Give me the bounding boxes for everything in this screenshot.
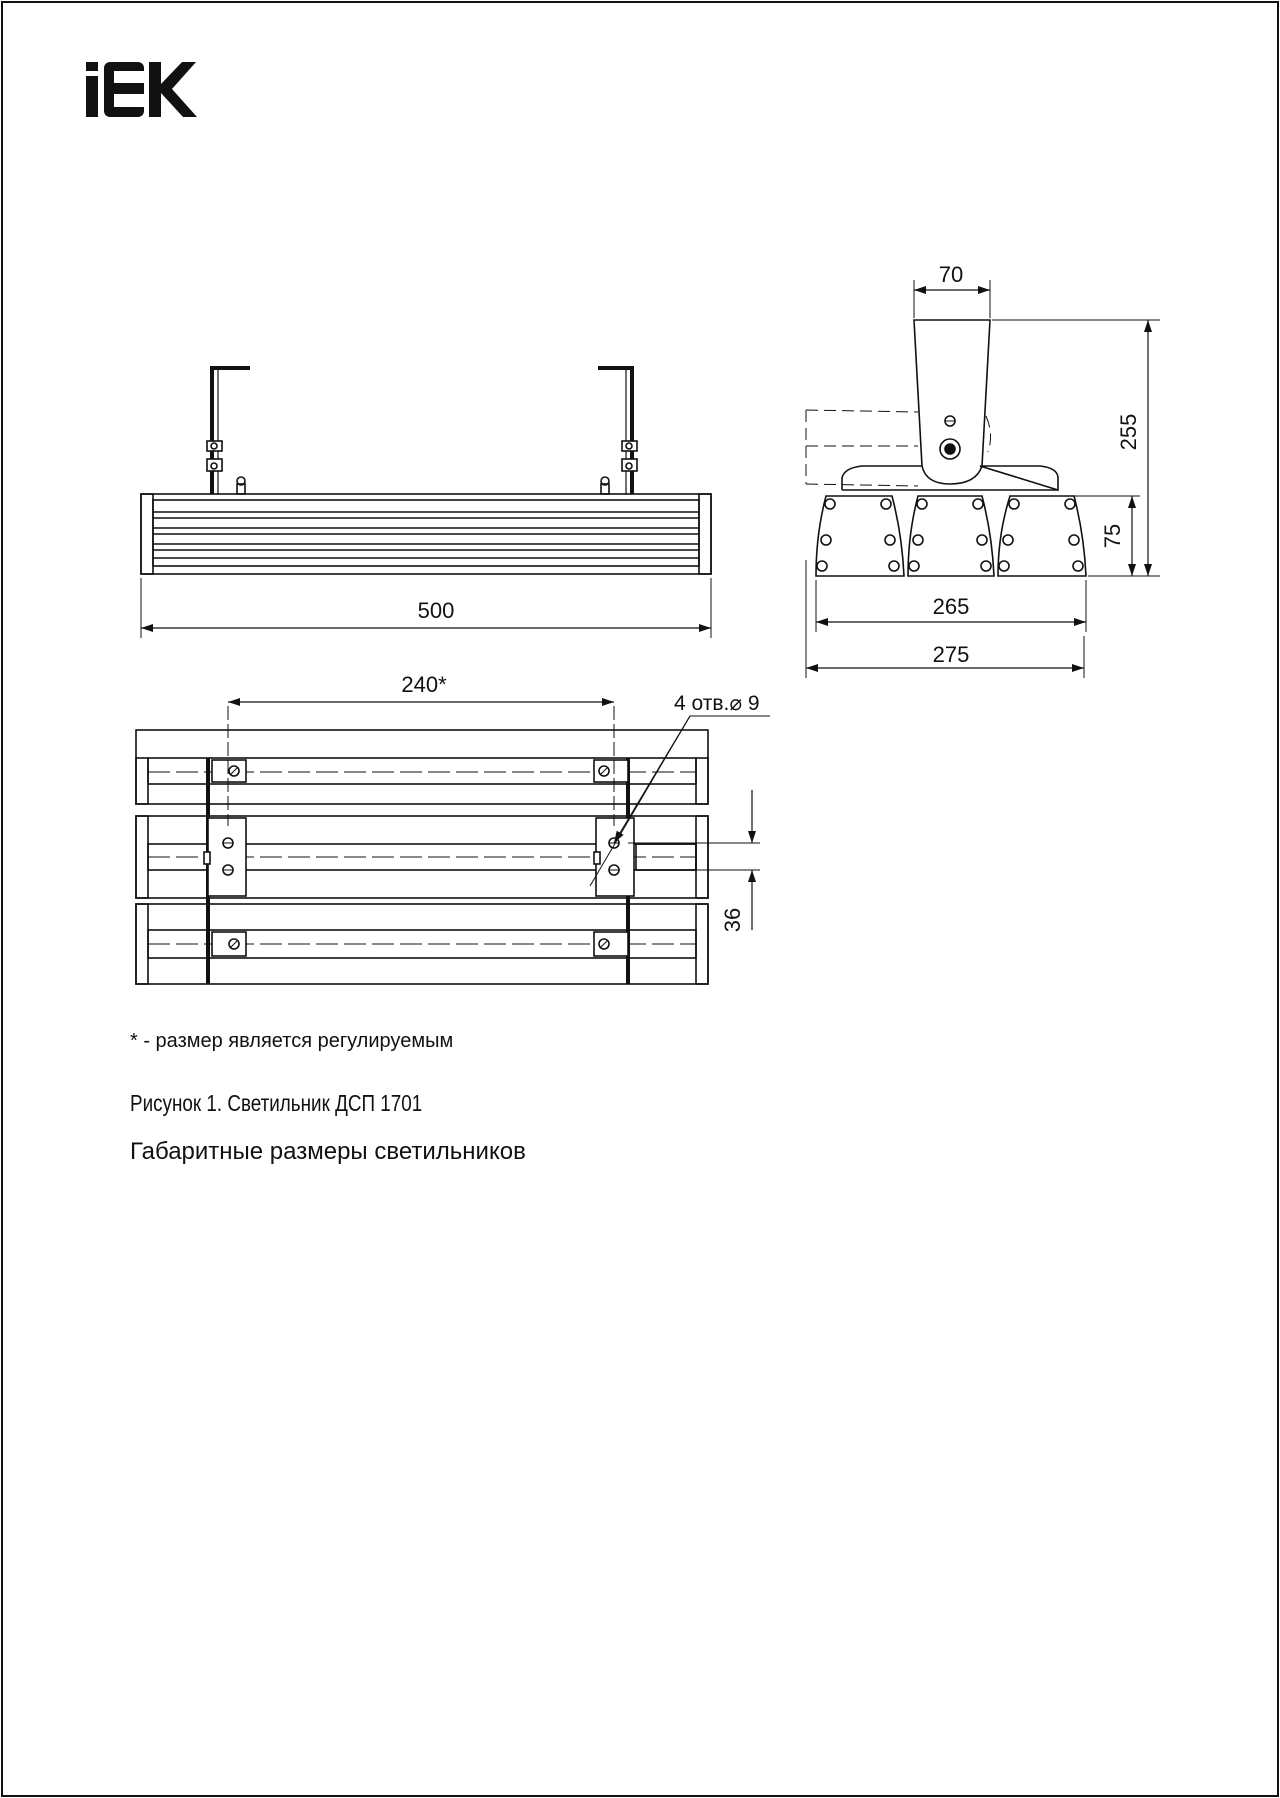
profile-left	[816, 496, 904, 576]
dim-body-width: 265	[932, 594, 970, 619]
profile-right	[998, 496, 1086, 576]
dim-length: 500	[417, 598, 455, 623]
dim-holes: 4 отв.⌀ 9	[674, 692, 760, 715]
page-frame	[2, 2, 1278, 1796]
adjustable-dimension-note: * - размер является регулируемым	[130, 1030, 454, 1052]
figure-title: Рисунок 1. Светильник ДСП 1701	[130, 1090, 423, 1116]
dim-total-height: 255	[1116, 413, 1141, 451]
side-view	[806, 280, 1160, 678]
dim-body-height: 75	[1100, 523, 1125, 549]
dim-overall-width: 275	[932, 642, 970, 667]
dim-bracket-width: 70	[938, 262, 964, 287]
figure-subtitle: Габаритные размеры светильников	[130, 1138, 526, 1165]
plan-view	[136, 702, 770, 984]
dim-hole-spacing: 36	[720, 907, 745, 933]
dim-mount-spacing: 240*	[401, 672, 447, 697]
profile-middle	[908, 496, 994, 576]
iek-logo	[86, 62, 197, 117]
